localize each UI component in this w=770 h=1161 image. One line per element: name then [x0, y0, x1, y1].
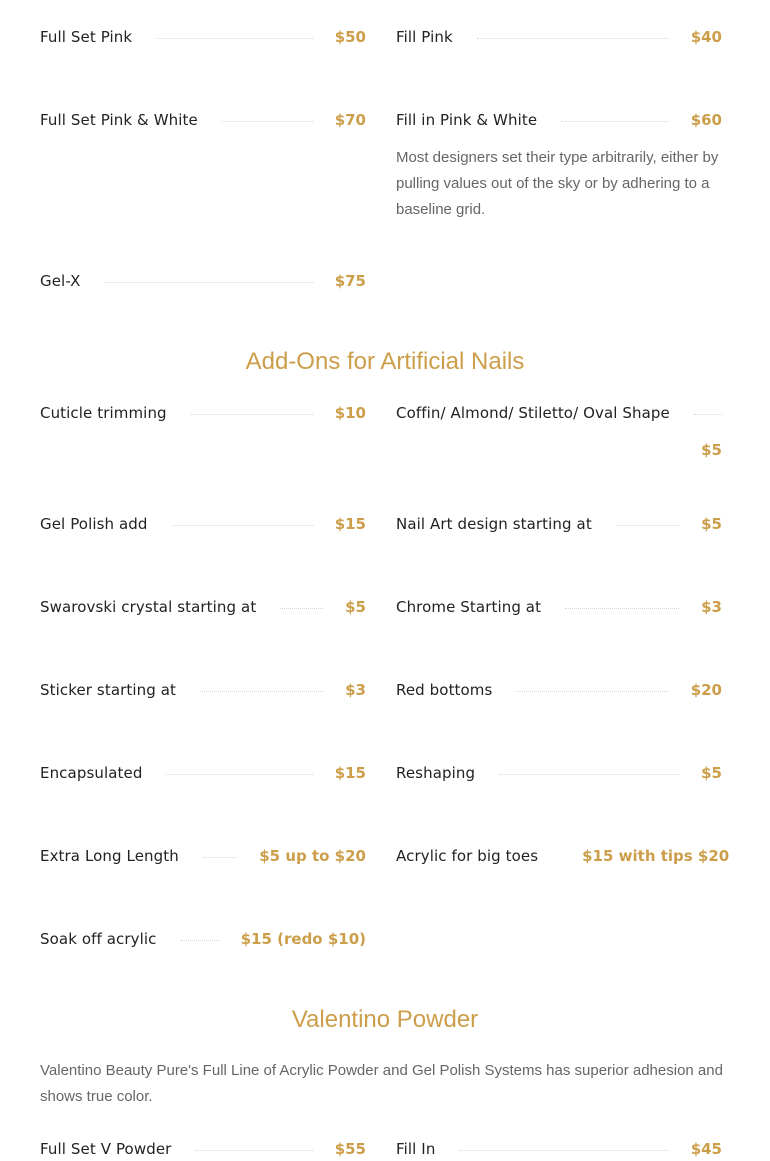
menu-item-price: $15 with tips $20: [582, 847, 730, 865]
menu-item-full-set-pink: [40, 25, 366, 49]
menu-item-name: Chrome Starting at: [396, 598, 542, 616]
menu-item-fill-in: [396, 1137, 722, 1161]
menu-item-price: $15 (redo $10): [240, 930, 366, 948]
menu-item-name: Full Set Pink & White: [40, 111, 198, 129]
dotted-leader: [172, 525, 313, 526]
menu-item-price: $3: [345, 681, 366, 699]
dotted-leader: [104, 282, 312, 283]
menu-item-name: Red bottoms: [396, 681, 493, 699]
menu-item-name: Fill In: [396, 1140, 436, 1158]
menu-item-price: $50: [334, 28, 366, 46]
menu-item-extra-long-length: [40, 844, 366, 868]
dotted-leader: [477, 38, 669, 39]
menu-item-cuticle-trimming: [40, 401, 366, 425]
dotted-leader: [516, 691, 668, 692]
menu-item-full-set-v-powder: [40, 1137, 366, 1161]
menu-item-price: $40: [690, 28, 722, 46]
menu-item-nail-art: [396, 512, 722, 536]
menu-item-price: $3: [701, 598, 722, 616]
menu-item-price: $5 up to $20: [259, 847, 366, 865]
menu-item-sticker: [40, 678, 366, 702]
menu-item-name: Soak off acrylic: [40, 930, 157, 948]
menu-item-red-bottoms: [396, 678, 722, 702]
menu-item-swarovski: [40, 595, 366, 619]
menu-item-name: Swarovski crystal starting at: [40, 598, 257, 616]
dotted-leader: [166, 774, 312, 775]
menu-item-name: Extra Long Length: [40, 847, 179, 865]
menu-item-price: $15: [334, 515, 366, 533]
dotted-leader: [694, 414, 722, 415]
menu-item-reshaping: [396, 761, 722, 785]
menu-item-price: $5: [701, 515, 722, 533]
menu-item-name: Sticker starting at: [40, 681, 177, 699]
dotted-leader: [200, 691, 323, 692]
menu-item-name: Gel Polish add: [40, 515, 148, 533]
menu-item-name: Acrylic for big toes: [396, 847, 539, 865]
menu-item-price: $55: [334, 1140, 366, 1158]
dotted-leader: [561, 121, 669, 122]
menu-item-chrome: [396, 595, 722, 619]
menu-item-price: $70: [334, 111, 366, 129]
menu-item-price: $45: [690, 1140, 722, 1158]
menu-item-full-set-pink-white: [40, 108, 366, 132]
menu-item-soak-off: [40, 927, 366, 951]
menu-item-description: Most designers set their type arbitrarily, either by pulling values out of the sky or by adhering to a baseline grid.: [396, 149, 719, 218]
menu-item-name: Full Set V Powder: [40, 1140, 172, 1158]
dotted-leader: [203, 857, 237, 858]
menu-item-name: Full Set Pink: [40, 28, 133, 46]
menu-item-price: $10: [334, 404, 366, 422]
menu-item-name: Cuticle trimming: [40, 404, 167, 422]
menu-item-fill-pink: [396, 25, 722, 49]
dotted-leader: [156, 38, 312, 39]
dotted-leader: [565, 608, 679, 609]
section-heading-addons: Add-Ons for Artificial Nails: [245, 348, 525, 375]
menu-item-name: Coffin/ Almond/ Stiletto/ Oval Shape: [396, 404, 670, 422]
menu-item-price: $15: [334, 764, 366, 782]
menu-item-shape: [396, 401, 722, 425]
menu-item-gel-polish-add: [40, 512, 366, 536]
menu-item-big-toes: [396, 844, 730, 868]
menu-item-name: Gel-X: [40, 272, 81, 290]
dotted-leader: [459, 1150, 668, 1151]
menu-item-price: $20: [690, 681, 722, 699]
menu-item-name: Encapsulated: [40, 764, 143, 782]
dotted-leader: [191, 414, 313, 415]
menu-item-fill-pink-white: [396, 108, 722, 132]
menu-item-price: $75: [334, 272, 366, 290]
dotted-leader: [499, 774, 679, 775]
menu-item-name: Fill in Pink & White: [396, 111, 538, 129]
menu-item-price: $5: [701, 441, 722, 459]
menu-item-encapsulated: [40, 761, 366, 785]
dotted-leader: [181, 940, 219, 941]
dotted-leader: [195, 1150, 312, 1151]
dotted-leader: [616, 525, 679, 526]
section-heading-valentino: Valentino Powder: [291, 1006, 479, 1033]
menu-item-price: $5: [701, 764, 722, 782]
menu-item-name: Nail Art design starting at: [396, 515, 592, 533]
dotted-leader: [222, 121, 313, 122]
section-description: Valentino Beauty Pure's Full Line of Acrylic Powder and Gel Polish Systems has superior adhesion and shows true color.: [40, 1062, 723, 1105]
menu-item-name: Fill Pink: [396, 28, 453, 46]
menu-item-price: $60: [690, 111, 722, 129]
dotted-leader: [280, 608, 323, 609]
menu-item-name: Reshaping: [396, 764, 476, 782]
menu-item-price: $5: [345, 598, 366, 616]
menu-item-gel-x: [40, 269, 366, 293]
